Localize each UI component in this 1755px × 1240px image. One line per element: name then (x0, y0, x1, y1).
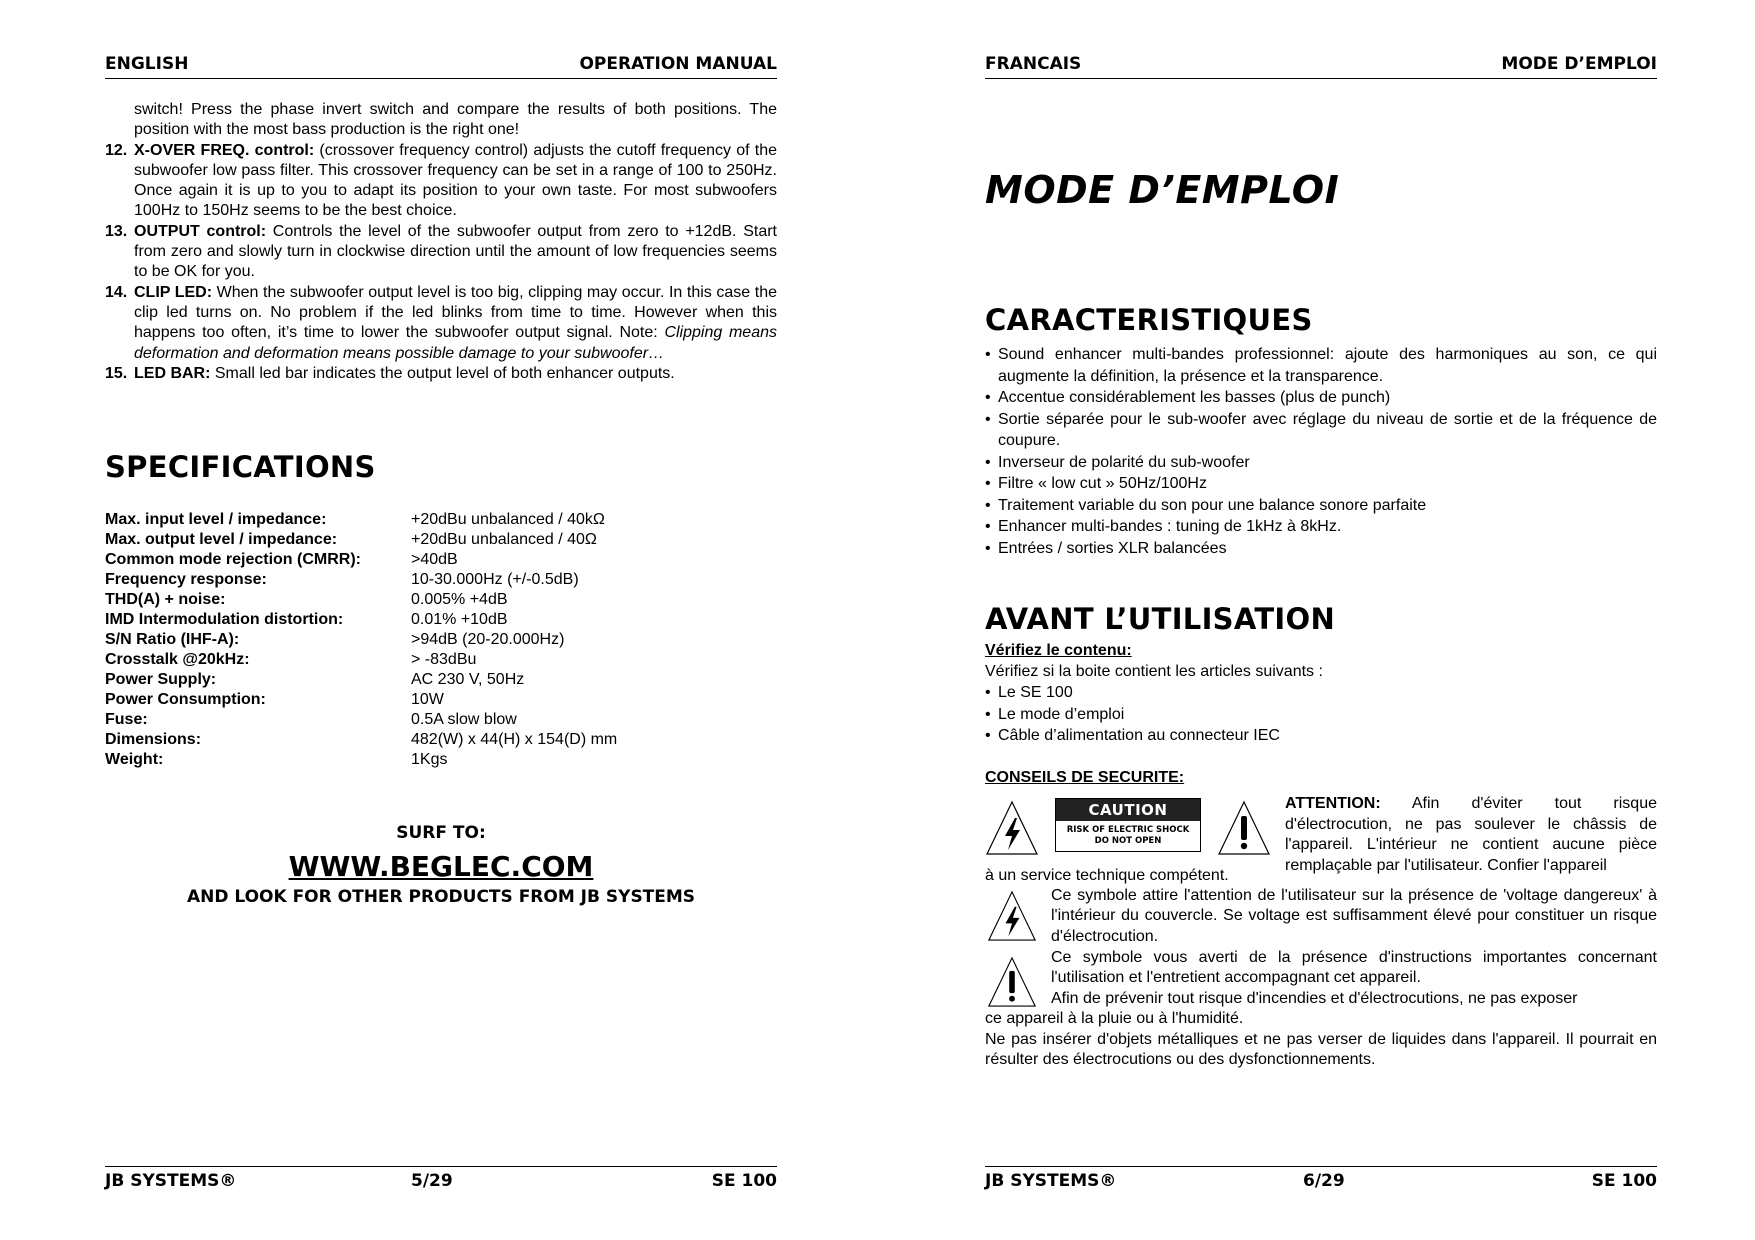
item-label: OUTPUT control: (134, 222, 267, 240)
list-item: • Sound enhancer multi-bandes professionnel: ajoute des harmoniques au son, ce qui augmente la définition, la présence et la transparence. (985, 344, 1657, 387)
table-row (105, 690, 777, 710)
list-item (105, 222, 777, 283)
table-row (105, 650, 777, 670)
table-row (105, 750, 777, 770)
table-row (105, 550, 777, 570)
list-item: • Câble d’alimentation au connecteur IEC (985, 725, 1657, 747)
footer-brand: JB SYSTEMS® (105, 1171, 237, 1191)
item-number: 15. (105, 364, 128, 382)
footer-brand: JB SYSTEMS® (985, 1171, 1117, 1191)
list-item: • Enhancer multi-bandes : tuning de 1kHz à 8kHz. (985, 516, 1657, 538)
exclamation-warning-icon (1217, 800, 1271, 856)
header-title: MODE D’EMPLOI (1501, 54, 1657, 74)
spec-value: 482(W) x 44(H) x 154(D) mm (411, 731, 618, 748)
table-row (105, 610, 777, 630)
specifications-table (105, 510, 777, 770)
safety-title: CONSEILS DE SECURITE: (985, 769, 1185, 786)
specifications-heading: SPECIFICATIONS (105, 450, 376, 484)
footer-model: SE 100 (711, 1171, 777, 1191)
electric-shock-warning-icon (985, 800, 1039, 856)
item-number: 12. (105, 141, 128, 159)
spec-value: 0.5A slow blow (411, 711, 517, 728)
spec-key: S/N Ratio (IHF-A): (105, 631, 240, 648)
list-item: • Sortie séparée pour le sub-woofer avec réglage du niveau de sortie et de la fréquence de coupure. (985, 409, 1657, 452)
list-item (105, 100, 777, 141)
page-title: MODE D’EMPLOI (985, 168, 1340, 212)
spec-value: 0.01% +10dB (411, 611, 508, 628)
spec-key: THD(A) + noise: (105, 591, 226, 608)
caution-sub2: DO NOT OPEN (1094, 836, 1162, 846)
list-item (105, 141, 777, 222)
attention-end: à un service technique compétent. (985, 867, 1229, 884)
spec-key: IMD Intermodulation distortion: (105, 611, 344, 628)
spec-value: 1Kgs (411, 751, 448, 768)
attention-body: Afin d'éviter tout risque d'électrocution, ne pas soulever le châssis de l'appareil. L'intérieur ne contient aucune pièce remplaçable par l'utilisateur. Confier l'appareil (1285, 795, 1657, 874)
spec-value: > -83dBu (411, 651, 477, 668)
spec-value: >94dB (20-20.000Hz) (411, 631, 565, 648)
spec-key: Power Consumption: (105, 691, 266, 708)
header-title: OPERATION MANUAL (579, 54, 777, 74)
fire-warning: Afin de prévenir tout risque d'incendies et d'électrocutions, ne pas exposer (1051, 989, 1578, 1007)
page-header (985, 54, 1657, 79)
item-note: Clipping means deformation and deformation means possible damage to your subwoofer… (134, 324, 777, 362)
features-list (985, 344, 1657, 559)
spec-key: Max. input level / impedance: (105, 511, 327, 528)
table-row (105, 570, 777, 590)
spec-value: 10W (411, 691, 444, 708)
surf-to-label: SURF TO: (396, 823, 486, 843)
attention-label: ATTENTION: (1285, 795, 1381, 812)
look-for-label: AND LOOK FOR OTHER PRODUCTS FROM JB SYSTEMS (186, 887, 696, 907)
before-use-heading: AVANT L’UTILISATION (985, 602, 1336, 636)
spec-value: +20dBu unbalanced / 40Ω (411, 531, 597, 548)
contents-list (985, 682, 1657, 747)
caution-label-box (1055, 798, 1201, 852)
list-item: • Traitement variable du son pour une balance sonore parfaite (985, 495, 1657, 517)
spec-key: Crosstalk @20kHz: (105, 651, 250, 668)
spec-key: Power Supply: (105, 671, 217, 688)
list-item (105, 283, 777, 364)
item-text: Controls the level of the subwoofer output from zero to +12dB. Start from zero and slowly turn in clockwise direction until the amount of low frequencies seems to be OK for you. (134, 222, 777, 281)
attention-text (1285, 794, 1657, 876)
check-contents-intro: Vérifiez si la boite contient les articles suivants : (985, 662, 1323, 680)
table-row (105, 670, 777, 690)
table-row (105, 530, 777, 550)
page-header (105, 54, 777, 79)
header-language: ENGLISH (105, 54, 189, 74)
list-item: • Inverseur de polarité du sub-woofer (985, 452, 1657, 474)
spec-key: Frequency response: (105, 571, 267, 588)
item-number: 13. (105, 222, 128, 240)
spec-key: Dimensions: (105, 731, 202, 748)
website-link[interactable]: WWW.BEGLEC.COM (288, 850, 594, 883)
item-text: Small led bar indicates the output level of both enhancer outputs. (210, 364, 675, 382)
item-label: CLIP LED: (134, 283, 213, 301)
spec-key: Weight: (105, 751, 164, 768)
check-contents-title: Vérifiez le contenu: (985, 642, 1132, 659)
item-number: 14. (105, 283, 128, 301)
item-label: LED BAR: (134, 364, 211, 382)
footer-page-number: 5/29 (411, 1171, 453, 1191)
page-footer (985, 1166, 1657, 1193)
intro-continuation: switch! Press the phase invert switch and compare the results of both positions. The position with the most bass production is the right one! (134, 101, 777, 139)
list-item: • Filtre « low cut » 50Hz/100Hz (985, 473, 1657, 495)
features-heading: CARACTERISTIQUES (985, 303, 1313, 337)
symbol2-text (1051, 948, 1657, 1009)
header-language: FRANCAIS (985, 54, 1082, 74)
table-row (105, 590, 777, 610)
item-label: X-OVER FREQ. control: (134, 141, 315, 159)
footer-model: SE 100 (1591, 1171, 1657, 1191)
spec-value: +20dBu unbalanced / 40kΩ (411, 511, 605, 528)
item-text: (crossover frequency control) adjusts the cutoff frequency of the subwoofer low pass filter. This crossover frequency can be set in a range of 100 to 250Hz. Once again it is up to you to adapt its position to your own taste. For most subwoofers 100Hz to 150Hz seems to be the best choice. (134, 141, 778, 220)
item-text: When the subwoofer output level is too big, clipping may occur. In this case the clip led turns on. No problem if the led blinks from time to time. However when this happens too often, it’s time to lower the subwoofer output signal. Note: (134, 283, 777, 342)
important-instructions-icon (987, 956, 1037, 1008)
spec-key: Max. output level / impedance: (105, 531, 338, 548)
list-item: • Accentue considérablement les basses (plus de punch) (985, 387, 1657, 409)
page-footer (105, 1166, 777, 1193)
table-row (105, 630, 777, 650)
website-promo (105, 822, 777, 908)
fire-warning-end: ce appareil à la pluie ou à l'humidité. (985, 1010, 1244, 1027)
footer-page-number: 6/29 (1303, 1171, 1345, 1191)
spec-key: Fuse: (105, 711, 148, 728)
spec-value: 0.005% +4dB (411, 591, 508, 608)
contents-section (985, 641, 1657, 747)
spec-value: >40dB (411, 551, 458, 568)
symbol2-body: Ce symbole vous averti de la présence d'instructions importantes concernant l'utilisation et l'entretient accompagnant cet appareil. (1051, 949, 1657, 987)
table-row (105, 710, 777, 730)
list-item: • Entrées / sorties XLR balancées (985, 538, 1657, 560)
symbol1-text: Ce symbole attire l'attention de l'utilisateur sur la présence de 'voltage dangereux' à l'intérieur du couvercle. Se voltage est suffisamment élevé pour constituer un risque d'électrocution. (1051, 887, 1657, 945)
list-item: • Le mode d’emploi (985, 704, 1657, 726)
page-english (105, 0, 777, 1240)
table-row (105, 510, 777, 530)
controls-list (105, 100, 777, 384)
caution-label: CAUTION (1056, 799, 1200, 821)
electric-shock-symbol-icon (987, 890, 1037, 942)
list-item: • Le SE 100 (985, 682, 1657, 704)
spec-value: AC 230 V, 50Hz (411, 671, 525, 688)
page-francais (985, 0, 1657, 1240)
list-item (105, 364, 777, 384)
caution-sub1: RISK OF ELECTRIC SHOCK (1066, 825, 1190, 835)
spec-value: 10-30.000Hz (+/-0.5dB) (411, 571, 579, 588)
table-row (105, 730, 777, 750)
spec-key: Common mode rejection (CMRR): (105, 551, 361, 568)
metal-warning: Ne pas insérer d'objets métalliques et ne pas verser de liquides dans l'appareil. Il pourrait en résulter des électrocutions ou des dysfonctionnements. (985, 1031, 1657, 1069)
